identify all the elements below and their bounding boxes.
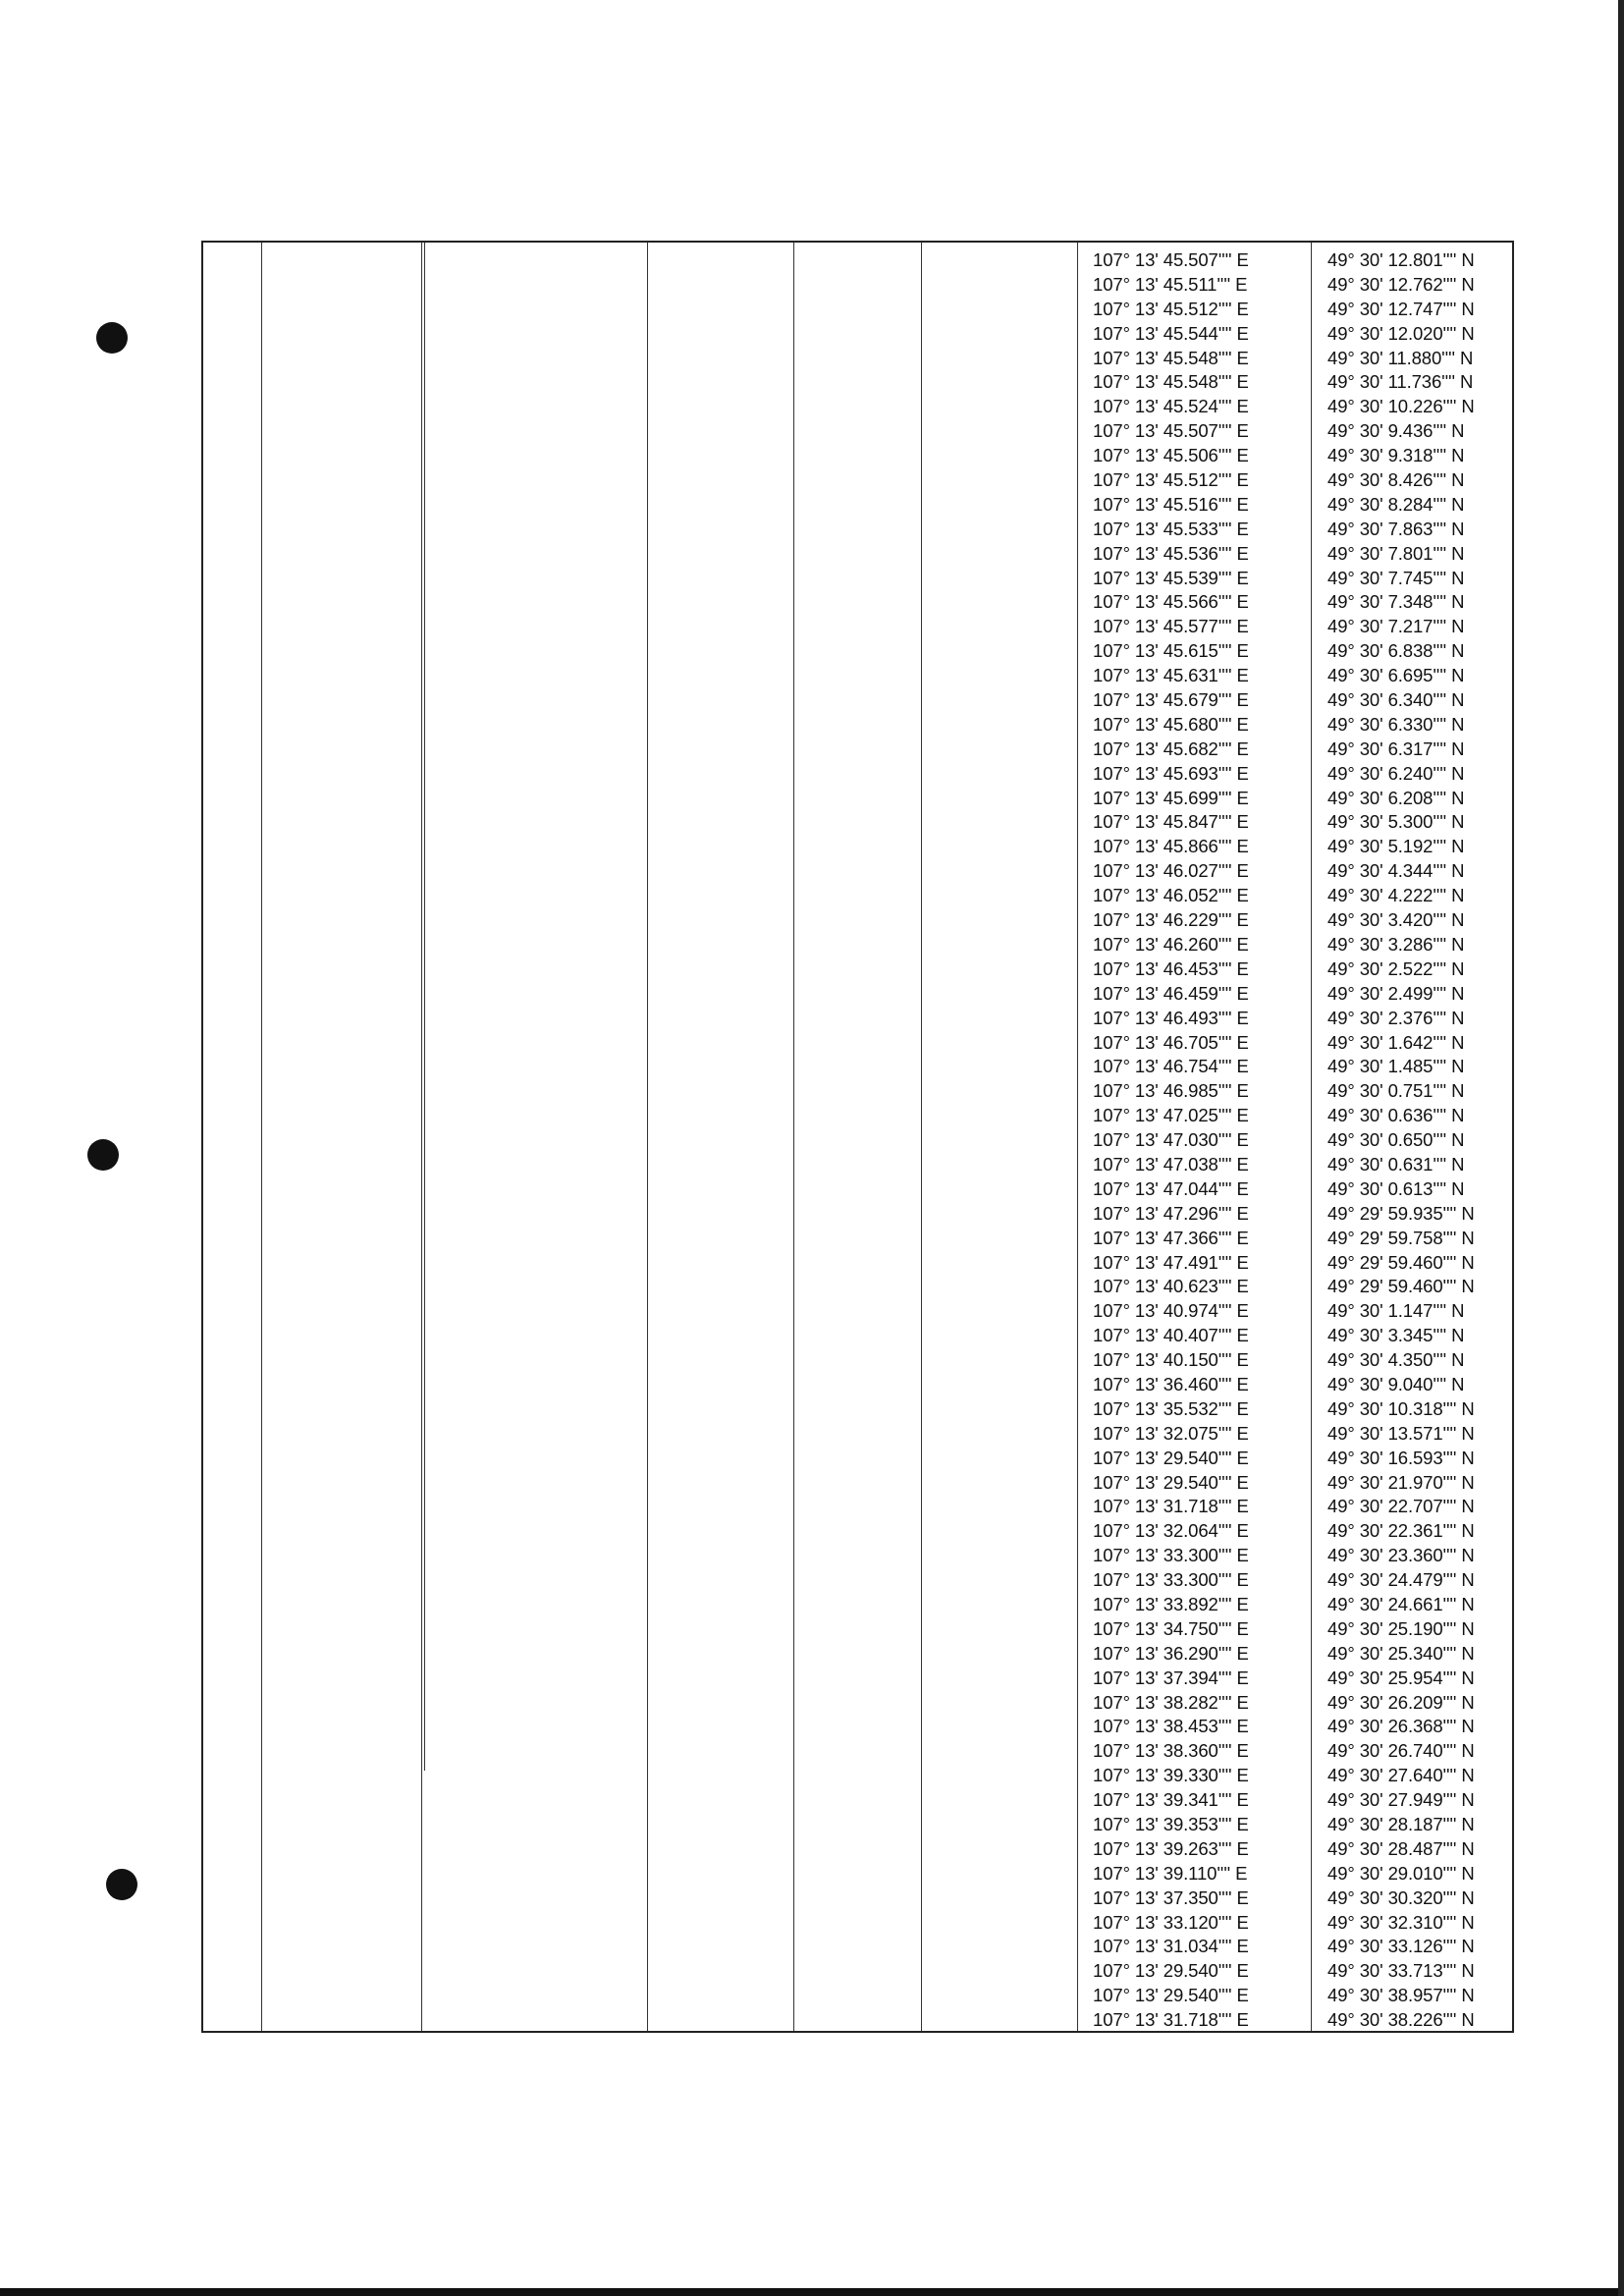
- longitude-cell: 107° 13' 37.394'''' E: [1093, 1667, 1249, 1688]
- punch-hole-top: [96, 322, 128, 354]
- latitude-cell: 49° 30' 6.838'''' N: [1327, 640, 1465, 662]
- punch-hole-bottom: [106, 1869, 137, 1900]
- column-divider: [921, 243, 922, 2031]
- latitude-cell: 49° 30' 12.762'''' N: [1327, 273, 1475, 295]
- latitude-cell: 49° 30' 28.187'''' N: [1327, 1814, 1475, 1834]
- longitude-cell: 107° 13' 47.366'''' E: [1093, 1227, 1249, 1248]
- column-divider: [647, 243, 648, 2031]
- longitude-cell: 107° 13' 38.453'''' E: [1093, 1716, 1249, 1737]
- latitude-cell: 49° 30' 23.360'''' N: [1327, 1545, 1475, 1566]
- longitude-cell: 107° 13' 39.330'''' E: [1093, 1765, 1249, 1786]
- latitude-cell: 49° 30' 33.126'''' N: [1327, 1936, 1475, 1957]
- latitude-cell: 49° 30' 0.650'''' N: [1327, 1129, 1465, 1151]
- latitude-cell: 49° 30' 12.801'''' N: [1327, 249, 1475, 270]
- latitude-cell: 49° 30' 2.376'''' N: [1327, 1007, 1465, 1028]
- latitude-cell: 49° 30' 0.751'''' N: [1327, 1080, 1465, 1102]
- latitude-cell: 49° 30' 7.745'''' N: [1327, 567, 1465, 588]
- latitude-cell: 49° 30' 10.226'''' N: [1327, 396, 1475, 417]
- latitude-cell: 49° 30' 9.436'''' N: [1327, 420, 1465, 442]
- latitude-cell: 49° 30' 22.361'''' N: [1327, 1520, 1475, 1542]
- latitude-cell: 49° 30' 1.485'''' N: [1327, 1056, 1465, 1077]
- latitude-cell: 49° 30' 10.318'''' N: [1327, 1397, 1475, 1419]
- latitude-cell: 49° 30' 7.863'''' N: [1327, 518, 1465, 539]
- latitude-cell: 49° 30' 27.640'''' N: [1327, 1765, 1475, 1786]
- longitude-cell: 107° 13' 45.682'''' E: [1093, 738, 1249, 759]
- longitude-cell: 107° 13' 45.507'''' E: [1093, 420, 1249, 442]
- latitude-cell: 49° 30' 2.499'''' N: [1327, 982, 1465, 1004]
- coordinate-table: [201, 241, 1514, 2033]
- longitude-column: [1093, 248, 1249, 2033]
- longitude-cell: 107° 13' 45.847'''' E: [1093, 811, 1249, 833]
- latitude-cell: 49° 30' 24.479'''' N: [1327, 1569, 1475, 1591]
- latitude-cell: 49° 30' 30.320'''' N: [1327, 1886, 1475, 1908]
- column-divider: [421, 243, 422, 2031]
- longitude-cell: 107° 13' 47.038'''' E: [1093, 1153, 1249, 1175]
- latitude-cell: 49° 30' 7.801'''' N: [1327, 542, 1465, 564]
- latitude-cell: 49° 30' 25.954'''' N: [1327, 1667, 1475, 1688]
- longitude-cell: 107° 13' 46.260'''' E: [1093, 933, 1249, 955]
- punch-hole-middle: [87, 1139, 119, 1171]
- longitude-cell: 107° 13' 45.693'''' E: [1093, 762, 1249, 784]
- longitude-cell: 107° 13' 29.540'''' E: [1093, 1960, 1249, 1982]
- longitude-cell: 107° 13' 34.750'''' E: [1093, 1617, 1249, 1639]
- latitude-cell: 49° 30' 3.345'''' N: [1327, 1325, 1465, 1346]
- longitude-cell: 107° 13' 36.460'''' E: [1093, 1373, 1249, 1394]
- longitude-cell: 107° 13' 45.548'''' E: [1093, 347, 1249, 368]
- longitude-cell: 107° 13' 45.539'''' E: [1093, 567, 1249, 588]
- longitude-cell: 107° 13' 45.512'''' E: [1093, 469, 1249, 491]
- longitude-cell: 107° 13' 45.548'''' E: [1093, 371, 1249, 393]
- longitude-cell: 107° 13' 33.892'''' E: [1093, 1593, 1249, 1614]
- longitude-cell: 107° 13' 46.453'''' E: [1093, 957, 1249, 979]
- latitude-cell: 49° 30' 4.350'''' N: [1327, 1349, 1465, 1371]
- longitude-cell: 107° 13' 31.034'''' E: [1093, 1936, 1249, 1957]
- longitude-cell: 107° 13' 37.350'''' E: [1093, 1886, 1249, 1908]
- longitude-cell: 107° 13' 45.516'''' E: [1093, 493, 1249, 515]
- latitude-cell: 49° 30' 0.613'''' N: [1327, 1177, 1465, 1199]
- latitude-cell: 49° 29' 59.758'''' N: [1327, 1227, 1475, 1248]
- page-bottom-edge: [0, 2288, 1624, 2296]
- column-divider: [261, 243, 262, 2031]
- latitude-cell: 49° 30' 4.344'''' N: [1327, 860, 1465, 882]
- longitude-cell: 107° 13' 45.679'''' E: [1093, 689, 1249, 711]
- latitude-cell: 49° 30' 25.340'''' N: [1327, 1642, 1475, 1664]
- longitude-cell: 107° 13' 45.699'''' E: [1093, 787, 1249, 808]
- latitude-cell: 49° 30' 6.340'''' N: [1327, 689, 1465, 711]
- latitude-cell: 49° 29' 59.460'''' N: [1327, 1276, 1475, 1297]
- latitude-cell: 49° 30' 3.286'''' N: [1327, 933, 1465, 955]
- latitude-cell: 49° 30' 9.040'''' N: [1327, 1373, 1465, 1394]
- latitude-cell: 49° 30' 16.593'''' N: [1327, 1447, 1475, 1468]
- latitude-cell: 49° 30' 26.368'''' N: [1327, 1716, 1475, 1737]
- longitude-cell: 107° 13' 40.623'''' E: [1093, 1276, 1249, 1297]
- longitude-cell: 107° 13' 29.540'''' E: [1093, 1447, 1249, 1468]
- longitude-cell: 107° 13' 46.229'''' E: [1093, 909, 1249, 931]
- latitude-cell: 49° 30' 27.949'''' N: [1327, 1789, 1475, 1811]
- latitude-cell: 49° 30' 7.348'''' N: [1327, 591, 1465, 613]
- longitude-cell: 107° 13' 46.754'''' E: [1093, 1056, 1249, 1077]
- latitude-cell: 49° 30' 9.318'''' N: [1327, 445, 1465, 466]
- longitude-cell: 107° 13' 39.341'''' E: [1093, 1789, 1249, 1811]
- latitude-cell: 49° 30' 24.661'''' N: [1327, 1593, 1475, 1614]
- longitude-cell: 107° 13' 33.300'''' E: [1093, 1569, 1249, 1591]
- latitude-cell: 49° 30' 13.571'''' N: [1327, 1422, 1475, 1444]
- latitude-cell: 49° 30' 32.310'''' N: [1327, 1911, 1475, 1933]
- latitude-cell: 49° 30' 6.330'''' N: [1327, 713, 1465, 735]
- longitude-cell: 107° 13' 45.544'''' E: [1093, 322, 1249, 344]
- latitude-cell: 49° 30' 0.636'''' N: [1327, 1105, 1465, 1126]
- longitude-cell: 107° 13' 45.866'''' E: [1093, 836, 1249, 857]
- longitude-cell: 107° 13' 46.985'''' E: [1093, 1080, 1249, 1102]
- longitude-cell: 107° 13' 38.360'''' E: [1093, 1740, 1249, 1762]
- column-divider-partial: [424, 243, 425, 1771]
- latitude-cell: 49° 30' 1.642'''' N: [1327, 1031, 1465, 1053]
- longitude-cell: 107° 13' 46.705'''' E: [1093, 1031, 1249, 1053]
- latitude-cell: 49° 30' 6.695'''' N: [1327, 665, 1465, 686]
- longitude-cell: 107° 13' 46.027'''' E: [1093, 860, 1249, 882]
- longitude-cell: 107° 13' 45.615'''' E: [1093, 640, 1249, 662]
- latitude-cell: 49° 30' 26.209'''' N: [1327, 1691, 1475, 1713]
- longitude-cell: 107° 13' 45.533'''' E: [1093, 518, 1249, 539]
- latitude-cell: 49° 29' 59.460'''' N: [1327, 1251, 1475, 1273]
- latitude-cell: 49° 30' 12.747'''' N: [1327, 298, 1475, 319]
- latitude-cell: 49° 30' 21.970'''' N: [1327, 1471, 1475, 1493]
- column-divider: [793, 243, 794, 2031]
- latitude-cell: 49° 30' 5.192'''' N: [1327, 836, 1465, 857]
- column-divider: [1311, 243, 1312, 2031]
- longitude-cell: 107° 13' 45.506'''' E: [1093, 445, 1249, 466]
- longitude-cell: 107° 13' 40.974'''' E: [1093, 1300, 1249, 1322]
- longitude-cell: 107° 13' 40.407'''' E: [1093, 1325, 1249, 1346]
- latitude-cell: 49° 30' 26.740'''' N: [1327, 1740, 1475, 1762]
- latitude-cell: 49° 30' 22.707'''' N: [1327, 1496, 1475, 1517]
- longitude-cell: 107° 13' 32.064'''' E: [1093, 1520, 1249, 1542]
- longitude-cell: 107° 13' 45.536'''' E: [1093, 542, 1249, 564]
- latitude-cell: 49° 30' 4.222'''' N: [1327, 885, 1465, 906]
- longitude-cell: 107° 13' 45.631'''' E: [1093, 665, 1249, 686]
- longitude-cell: 107° 13' 29.540'''' E: [1093, 1985, 1249, 2006]
- latitude-cell: 49° 30' 8.426'''' N: [1327, 469, 1465, 491]
- latitude-cell: 49° 30' 3.420'''' N: [1327, 909, 1465, 931]
- longitude-cell: 107° 13' 45.524'''' E: [1093, 396, 1249, 417]
- longitude-cell: 107° 13' 40.150'''' E: [1093, 1349, 1249, 1371]
- latitude-cell: 49° 30' 2.522'''' N: [1327, 957, 1465, 979]
- latitude-cell: 49° 30' 25.190'''' N: [1327, 1617, 1475, 1639]
- latitude-column: [1327, 248, 1475, 2033]
- longitude-cell: 107° 13' 47.491'''' E: [1093, 1251, 1249, 1273]
- latitude-cell: 49° 30' 12.020'''' N: [1327, 322, 1475, 344]
- longitude-cell: 107° 13' 38.282'''' E: [1093, 1691, 1249, 1713]
- longitude-cell: 107° 13' 45.566'''' E: [1093, 591, 1249, 613]
- longitude-cell: 107° 13' 45.680'''' E: [1093, 713, 1249, 735]
- longitude-cell: 107° 13' 47.044'''' E: [1093, 1177, 1249, 1199]
- longitude-cell: 107° 13' 39.353'''' E: [1093, 1814, 1249, 1834]
- longitude-cell: 107° 13' 46.052'''' E: [1093, 885, 1249, 906]
- latitude-cell: 49° 30' 6.317'''' N: [1327, 738, 1465, 759]
- latitude-cell: 49° 30' 28.487'''' N: [1327, 1837, 1475, 1859]
- longitude-cell: 107° 13' 36.290'''' E: [1093, 1642, 1249, 1664]
- longitude-cell: 107° 13' 45.511'''' E: [1093, 273, 1248, 295]
- longitude-cell: 107° 13' 33.300'''' E: [1093, 1545, 1249, 1566]
- latitude-cell: 49° 30' 6.208'''' N: [1327, 787, 1465, 808]
- longitude-cell: 107° 13' 45.512'''' E: [1093, 298, 1249, 319]
- longitude-cell: 107° 13' 46.459'''' E: [1093, 982, 1249, 1004]
- latitude-cell: 49° 30' 33.713'''' N: [1327, 1960, 1475, 1982]
- latitude-cell: 49° 30' 8.284'''' N: [1327, 493, 1465, 515]
- longitude-cell: 107° 13' 39.110'''' E: [1093, 1862, 1248, 1884]
- longitude-cell: 107° 13' 35.532'''' E: [1093, 1397, 1249, 1419]
- latitude-cell: 49° 30' 1.147'''' N: [1327, 1300, 1465, 1322]
- latitude-cell: 49° 30' 38.226'''' N: [1327, 2009, 1475, 2031]
- latitude-cell: 49° 30' 0.631'''' N: [1327, 1153, 1465, 1175]
- page-right-edge: [1618, 0, 1624, 2296]
- latitude-cell: 49° 30' 11.736'''' N: [1327, 371, 1474, 393]
- latitude-cell: 49° 30' 6.240'''' N: [1327, 762, 1465, 784]
- longitude-cell: 107° 13' 33.120'''' E: [1093, 1911, 1249, 1933]
- latitude-cell: 49° 30' 29.010'''' N: [1327, 1862, 1475, 1884]
- longitude-cell: 107° 13' 29.540'''' E: [1093, 1471, 1249, 1493]
- longitude-cell: 107° 13' 47.025'''' E: [1093, 1105, 1249, 1126]
- latitude-cell: 49° 29' 59.935'''' N: [1327, 1202, 1475, 1224]
- longitude-cell: 107° 13' 45.577'''' E: [1093, 616, 1249, 637]
- longitude-cell: 107° 13' 47.296'''' E: [1093, 1202, 1249, 1224]
- latitude-cell: 49° 30' 5.300'''' N: [1327, 811, 1465, 833]
- latitude-cell: 49° 30' 11.880'''' N: [1327, 347, 1474, 368]
- longitude-cell: 107° 13' 32.075'''' E: [1093, 1422, 1249, 1444]
- longitude-cell: 107° 13' 46.493'''' E: [1093, 1007, 1249, 1028]
- longitude-cell: 107° 13' 39.263'''' E: [1093, 1837, 1249, 1859]
- latitude-cell: 49° 30' 38.957'''' N: [1327, 1985, 1475, 2006]
- longitude-cell: 107° 13' 45.507'''' E: [1093, 249, 1249, 270]
- longitude-cell: 107° 13' 47.030'''' E: [1093, 1129, 1249, 1151]
- longitude-cell: 107° 13' 31.718'''' E: [1093, 2009, 1249, 2031]
- column-divider: [1077, 243, 1078, 2031]
- longitude-cell: 107° 13' 31.718'''' E: [1093, 1496, 1249, 1517]
- latitude-cell: 49° 30' 7.217'''' N: [1327, 616, 1465, 637]
